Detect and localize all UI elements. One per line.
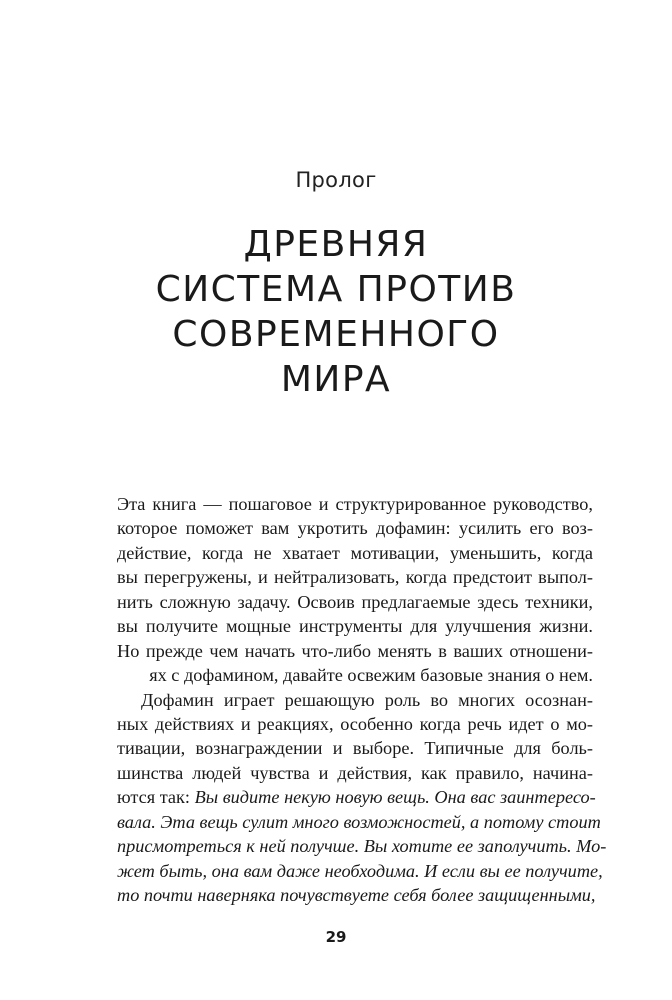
text-line: ях с дофамином, давайте освежим базовые знания о нем.	[149, 665, 593, 686]
text-line: вы получите мощные инструменты для улучшения жизни.	[117, 616, 593, 637]
chapter-title-line: МИРА	[280, 359, 392, 400]
italic-text: присмотреться к ней получше. Вы хотите ее заполучить. Мо-	[117, 836, 607, 857]
italic-text: то почти наверняка почувствуете себя более защищенными,	[117, 885, 596, 905]
text-line: Но прежде чем начать что-либо менять в ваших отношени-	[117, 640, 593, 661]
italic-text: вала. Эта вещь сулит много возможностей, а потому стоит	[117, 811, 601, 832]
text-line: тивации, вознаграждении и выборе. Типичные для боль-	[117, 738, 593, 759]
page-number: 29	[325, 928, 347, 946]
text-line	[117, 810, 601, 834]
chapter-label: Пролог	[295, 168, 377, 192]
text-line: ются так: Вы видите некую новую вещь. Она вас заинтересо-	[117, 787, 596, 808]
chapter-title-line: СИСТЕМА ПРОТИВ	[155, 269, 517, 310]
text-line: вы перегружены, и нейтрализовать, когда предстоит выпол-	[117, 567, 593, 588]
text-line: которое поможет вам укротить дофамин: усилить его воз-	[117, 518, 593, 539]
text-line	[117, 834, 607, 858]
text-line: действие, когда не хватает мотивации, уменьшить, когда	[117, 542, 593, 563]
text-line: шинства людей чувства и действия, как правило, начина-	[117, 762, 593, 783]
italic-text: жет быть, она вам даже необходима. И если вы ее получите,	[117, 860, 603, 881]
body-text	[117, 492, 607, 907]
text-line: ных действиях и реакциях, особенно когда речь идет о мо-	[117, 713, 593, 734]
italic-text: Вы видите некую новую вещь. Она вас заинтересо-	[194, 787, 596, 808]
text-line: Дофамин играет решающую роль во многих осознан-	[141, 689, 593, 710]
chapter-title-line: СОВРЕМЕННОГО	[172, 314, 500, 355]
text-line: нить сложную задачу. Освоив предлагаемые здесь техники,	[117, 591, 593, 612]
text-line	[117, 883, 596, 907]
text-line: Эта книга — пошаговое и структурированное руководство,	[117, 494, 593, 514]
chapter-title-line: ДРЕВНЯЯ	[243, 224, 429, 265]
chapter-title	[0, 222, 672, 402]
text-line	[117, 859, 603, 883]
